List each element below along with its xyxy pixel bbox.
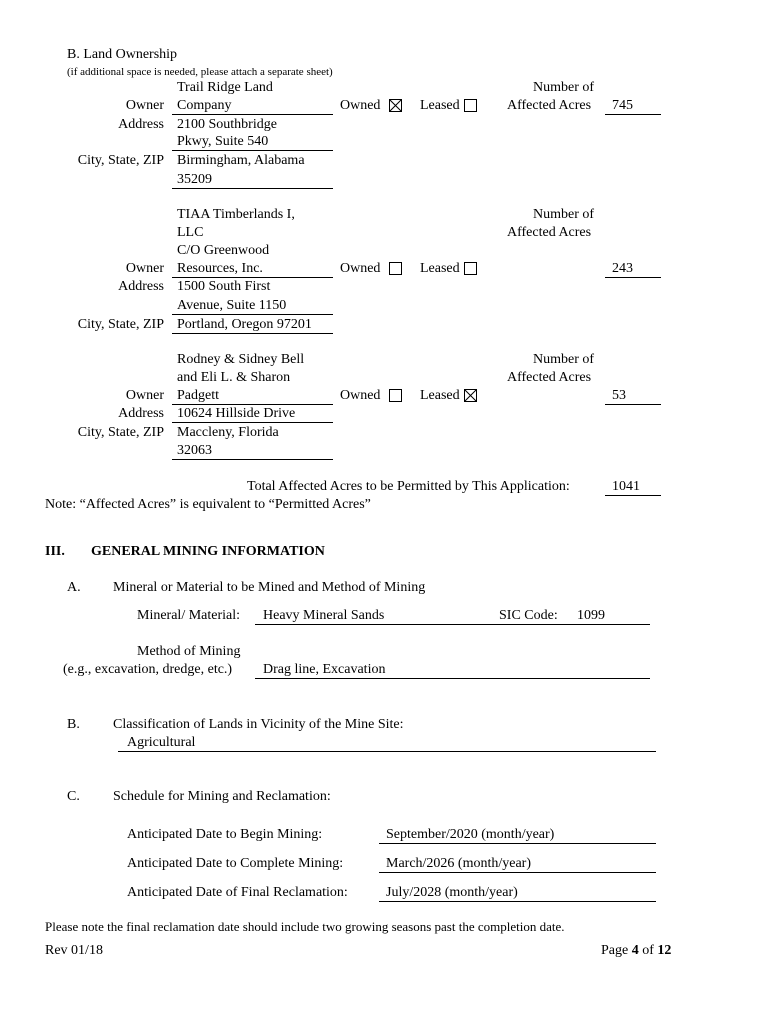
- method-value: Drag line, Excavation: [263, 662, 386, 677]
- address-line: 1500 South First: [177, 279, 271, 294]
- sic-code-label: SIC Code:: [499, 608, 558, 623]
- acres-underline: [605, 277, 661, 278]
- owner-name-line: Company: [177, 98, 232, 113]
- total-acres-value: 1041: [612, 479, 640, 494]
- acres-underline: [605, 114, 661, 115]
- address-line: Pkwy, Suite 540: [177, 134, 269, 149]
- owner-name-line: Padgett: [177, 388, 219, 403]
- affected-acres-note: Note: “Affected Acres” is equivalent to “Permitted Acres”: [45, 497, 371, 512]
- city-line: Birmingham, Alabama: [177, 153, 305, 168]
- address-line: 10624 Hillside Drive: [177, 406, 296, 421]
- leased-checkbox[interactable]: [464, 99, 477, 112]
- city-state-zip-label: City, State, ZIP: [77, 317, 164, 332]
- item-b-letter: B.: [67, 717, 80, 732]
- owner-label: Owner: [125, 388, 164, 403]
- city-underline: [172, 459, 333, 460]
- affected-acres-label: Affected Acres: [507, 98, 592, 113]
- city-line: Maccleny, Florida: [177, 425, 279, 440]
- acres-value: 243: [612, 261, 633, 276]
- of-word: of: [642, 943, 654, 958]
- city-line: 35209: [177, 172, 212, 187]
- page-current: 4: [631, 943, 639, 958]
- complete-mining-underline: [379, 872, 656, 873]
- address-underline: [172, 314, 333, 315]
- city-underline: [172, 188, 333, 189]
- leased-label: Leased: [420, 98, 460, 113]
- owner-label: Owner: [125, 98, 164, 113]
- land-classification-value: Agricultural: [127, 735, 196, 750]
- owned-label: Owned: [340, 388, 381, 403]
- page-total: 12: [657, 943, 672, 958]
- owner-name-line: TIAA Timberlands I,: [177, 207, 295, 222]
- land-classification-underline: [118, 751, 656, 752]
- complete-mining-label: Anticipated Date to Complete Mining:: [127, 856, 344, 871]
- revision-label: Rev 01/18: [45, 943, 103, 958]
- owner-name-line: and Eli L. & Sharon: [177, 370, 291, 385]
- address-line: Avenue, Suite 1150: [177, 298, 287, 313]
- mineral-underline: [255, 624, 650, 625]
- begin-mining-label: Anticipated Date to Begin Mining:: [127, 827, 323, 842]
- complete-mining-value: March/2026 (month/year): [386, 856, 532, 871]
- checkmark-x-icon: [390, 100, 401, 111]
- owner-name-line: Resources, Inc.: [177, 261, 263, 276]
- address-line: 2100 Southbridge: [177, 117, 277, 132]
- item-b-text: Classification of Lands in Vicinity of the Mine Site:: [113, 717, 404, 732]
- owned-checkbox[interactable]: [389, 99, 402, 112]
- affected-acres-label: Affected Acres: [507, 370, 592, 385]
- item-c-letter: C.: [67, 789, 80, 804]
- owned-label: Owned: [340, 98, 381, 113]
- acres-value: 745: [612, 98, 633, 113]
- total-acres-label: Total Affected Acres to be Permitted by This Application:: [247, 479, 570, 494]
- final-reclamation-value: July/2028 (month/year): [386, 885, 518, 900]
- owner-underline: [172, 114, 333, 115]
- owner-label: Owner: [125, 261, 164, 276]
- acres-value: 53: [612, 388, 626, 403]
- section-b-note: (if additional space is needed, please attach a separate sheet): [67, 66, 333, 78]
- total-acres-underline: [605, 495, 661, 496]
- city-line: 32063: [177, 443, 212, 458]
- mineral-label: Mineral/ Material:: [137, 608, 241, 623]
- leased-label: Leased: [420, 261, 460, 276]
- item-c-text: Schedule for Mining and Reclamation:: [113, 789, 331, 804]
- city-line: Portland, Oregon 97201: [177, 317, 312, 332]
- address-label: Address: [118, 406, 164, 421]
- begin-mining-value: September/2020 (month/year): [386, 827, 555, 842]
- acres-underline: [605, 404, 661, 405]
- city-state-zip-label: City, State, ZIP: [77, 425, 164, 440]
- final-reclamation-label: Anticipated Date of Final Reclamation:: [127, 885, 348, 900]
- owner-name-line: C/O Greenwood: [177, 243, 270, 258]
- address-underline: [172, 150, 333, 151]
- leased-checkbox[interactable]: [464, 262, 477, 275]
- city-state-zip-label: City, State, ZIP: [77, 153, 164, 168]
- mineral-value: Heavy Mineral Sands: [263, 608, 385, 623]
- item-a-text: Mineral or Material to be Mined and Method of Mining: [113, 580, 426, 595]
- page-number: [601, 942, 671, 960]
- number-of-label: Number of: [533, 352, 595, 367]
- item-a-letter: A.: [67, 580, 81, 595]
- checkmark-x-icon: [465, 390, 476, 401]
- owned-checkbox[interactable]: [389, 389, 402, 402]
- section-b-heading: B. Land Ownership: [67, 47, 178, 62]
- method-underline: [255, 678, 650, 679]
- owner-name-line: LLC: [177, 225, 204, 240]
- owner-name-line: Rodney & Sidney Bell: [177, 352, 305, 367]
- method-example: (e.g., excavation, dredge, etc.): [63, 662, 233, 677]
- address-label: Address: [118, 117, 164, 132]
- owner-name-line: Trail Ridge Land: [177, 80, 273, 95]
- section-iii-title: GENERAL MINING INFORMATION: [91, 544, 325, 559]
- reclamation-note: Please note the final reclamation date should include two growing seasons past the completion date.: [45, 919, 565, 934]
- final-reclamation-underline: [379, 901, 656, 902]
- number-of-label: Number of: [533, 207, 595, 222]
- sic-code-value: 1099: [577, 608, 605, 623]
- address-label: Address: [118, 279, 164, 294]
- affected-acres-label: Affected Acres: [507, 225, 592, 240]
- begin-mining-underline: [379, 843, 656, 844]
- leased-checkbox[interactable]: [464, 389, 477, 402]
- owned-checkbox[interactable]: [389, 262, 402, 275]
- city-underline: [172, 333, 333, 334]
- method-label: Method of Mining: [137, 644, 241, 659]
- number-of-label: Number of: [533, 80, 595, 95]
- address-underline: [172, 422, 333, 423]
- section-iii-number: III.: [45, 544, 65, 559]
- owned-label: Owned: [340, 261, 381, 276]
- leased-label: Leased: [420, 388, 460, 403]
- page-word: Page: [601, 943, 629, 958]
